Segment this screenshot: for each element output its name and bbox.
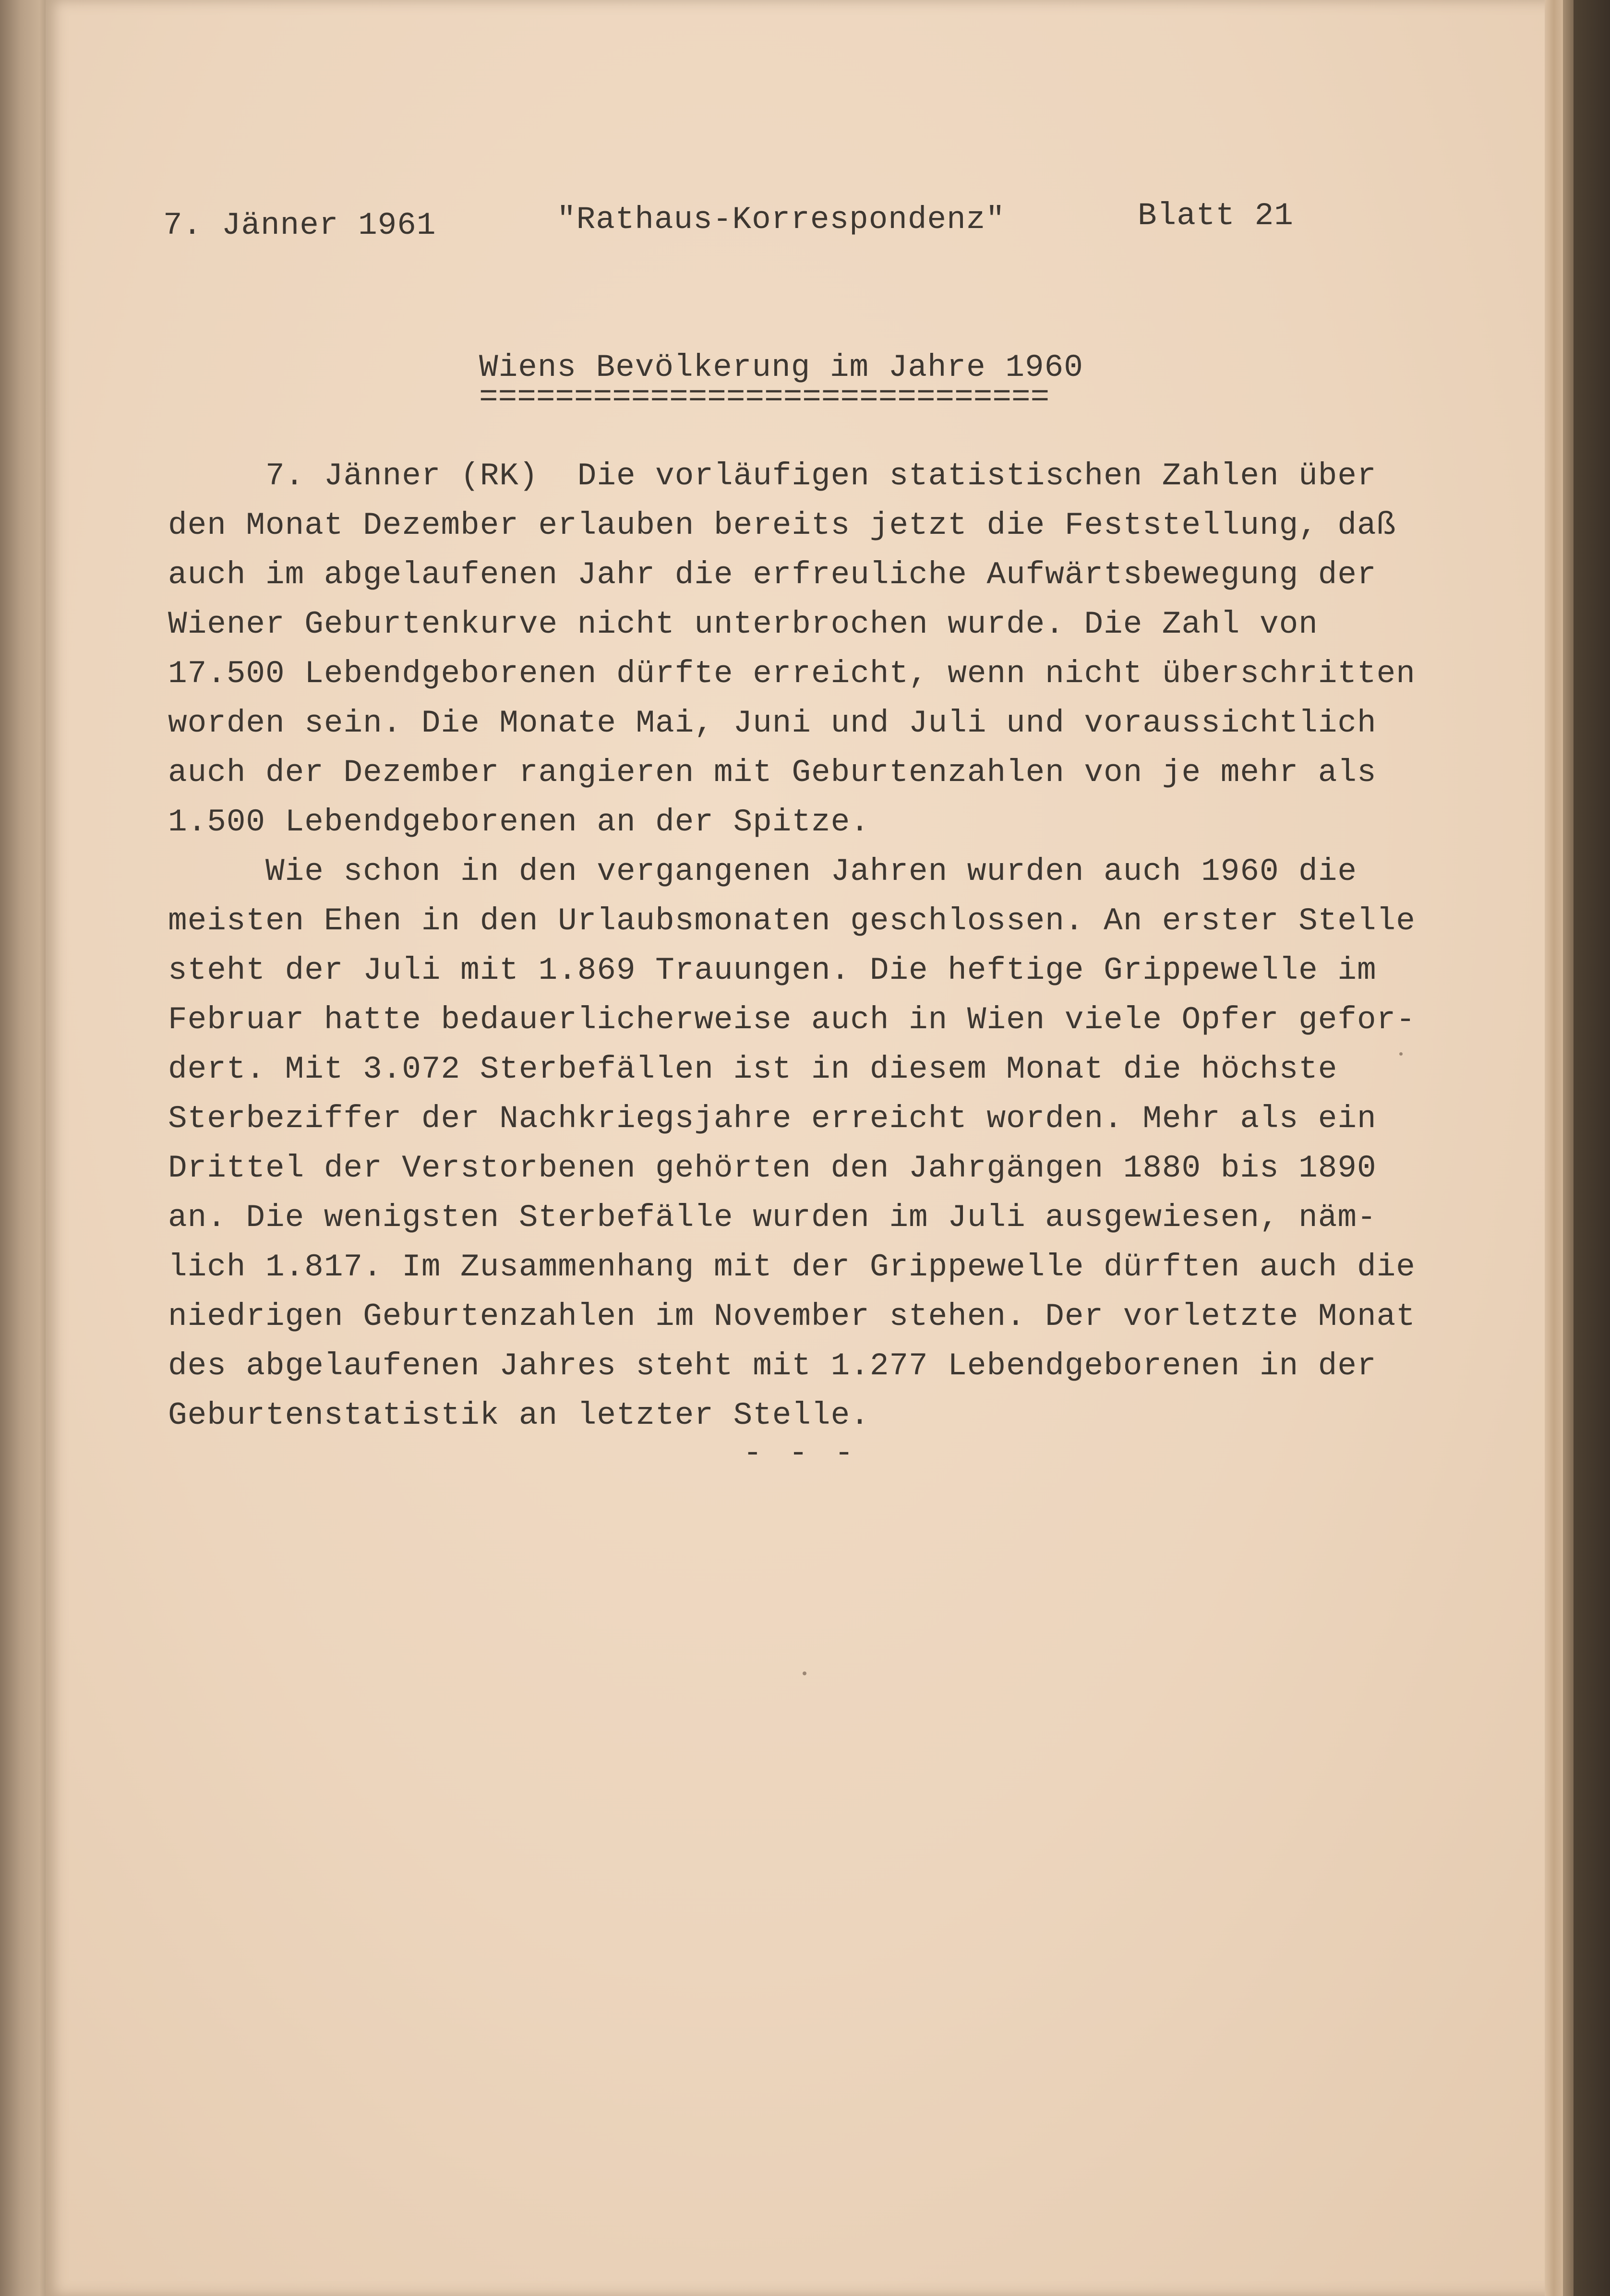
body-line: Geburtenstatistik an letzter Stelle. — [168, 1397, 870, 1433]
body-line: Drittel der Verstorbenen gehörten den Jahrgängen 1880 bis 1890 — [168, 1150, 1377, 1186]
body-line: auch im abgelaufenen Jahr die erfreuliche Aufwärtsbewegung der — [168, 557, 1377, 593]
body-line: auch der Dezember rangieren mit Geburtenzahlen von je mehr als — [168, 755, 1377, 791]
cover-edge — [1563, 0, 1574, 2296]
headline-underline: ============================== — [479, 379, 1050, 415]
header-sheet-number: Blatt 21 — [1138, 198, 1294, 234]
body-line: dert. Mit 3.072 Sterbefällen ist in diesem Monat die höchste — [168, 1051, 1338, 1087]
end-mark: - - - — [743, 1435, 858, 1471]
paper-speck — [803, 1671, 806, 1675]
body-line: lich 1.817. Im Zusammenhang mit der Grippewelle dürften auch die — [168, 1249, 1416, 1285]
body-line: 7. Jänner (RK) Die vorläufigen statistischen Zahlen über — [168, 458, 1377, 494]
page-edge-stack — [1545, 0, 1563, 2296]
article-body — [168, 451, 1464, 1440]
body-line: worden sein. Die Monate Mai, Juni und Juli und voraussichtlich — [168, 705, 1377, 741]
body-line: Wie schon in den vergangenen Jahren wurden auch 1960 die — [168, 853, 1357, 890]
scan-background — [1574, 0, 1610, 2296]
body-line: den Monat Dezember erlauben bereits jetzt die Feststellung, daß — [168, 507, 1396, 543]
body-line: 1.500 Lebendgeborenen an der Spitze. — [168, 804, 870, 840]
book-binding — [0, 0, 53, 2296]
body-line: Februar hatte bedauerlicherweise auch in Wien viele Opfer gefor- — [168, 1002, 1416, 1038]
article-headline: Wiens Bevölkerung im Jahre 1960 — [479, 349, 1083, 385]
body-line: steht der Juli mit 1.869 Trauungen. Die heftige Grippewelle im — [168, 952, 1377, 988]
body-line: meisten Ehen in den Urlaubsmonaten geschlossen. An erster Stelle — [168, 903, 1416, 939]
body-line: des abgelaufenen Jahres steht mit 1.277 Lebendgeborenen in der — [168, 1348, 1377, 1384]
body-line: Wiener Geburtenkurve nicht unterbrochen wurde. Die Zahl von — [168, 606, 1318, 642]
header-publication: "Rathaus-Korrespondenz" — [557, 202, 1005, 238]
body-line: 17.500 Lebendgeborenen dürfte erreicht, wenn nicht überschritten — [168, 656, 1416, 692]
body-line: Sterbeziffer der Nachkriegsjahre erreicht worden. Mehr als ein — [168, 1101, 1377, 1137]
paper-speck — [1399, 1052, 1403, 1056]
body-line: niedrigen Geburtenzahlen im November stehen. Der vorletzte Monat — [168, 1298, 1416, 1334]
body-line: an. Die wenigsten Sterbefälle wurden im Juli ausgewiesen, näm- — [168, 1200, 1377, 1236]
header-date: 7. Jänner 1961 — [163, 207, 436, 243]
